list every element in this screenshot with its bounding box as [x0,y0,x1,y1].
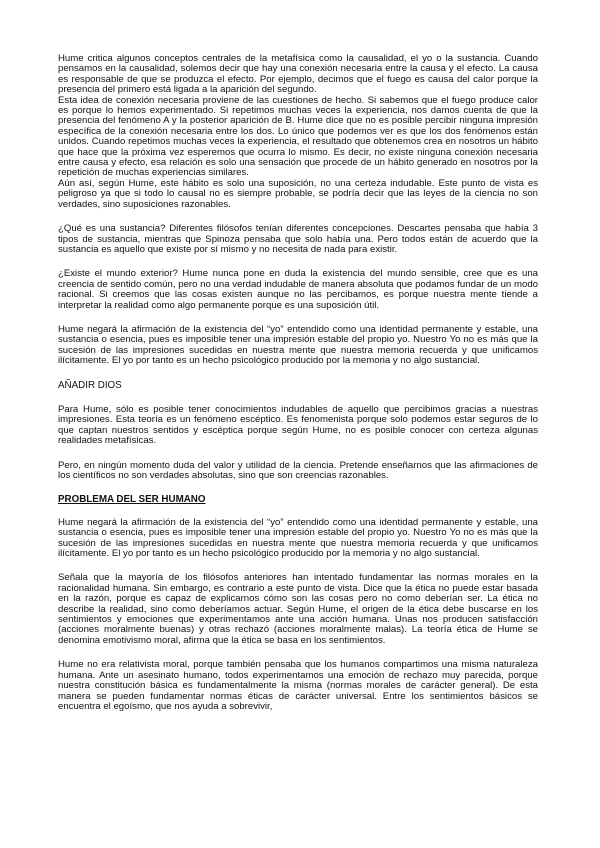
heading-problema-ser-humano: PROBLEMA DEL SER HUMANO [58,494,206,506]
paragraph-yo-1: Hume negará la afirmación de la existencia del “yo” entendido como una identidad permanente y estable, una sustancia o esencia, pues es imposible tener una impresión estable del propio yo. Nuestro Yo no es más que la sucesión de las impresiones sucedidas en nuestra mente que nuestra memoria recuerda y que unificamos ilícitamente. El yo por tanto es un hecho psicológico producido por la memoria y no algo sustancial. [58,323,538,367]
heading-anadir-dios: AÑADIR DIOS [58,379,122,391]
paragraph-conexion-necesaria: Esta idea de conexión necesaria proviene de las cuestiones de hecho. Si sabemos que el fuego produce calor es porque lo hemos experimentado. Si repetimos muchas veces la experiencia, nos damos cuenta de que la presencia del fenómeno A y la posterior aparición de B. Hume dice que no es posible percibir ninguna impresión específica de la conexión necesaria entre los dos. Lo único que podemos ver es que los dos fenómenos están unidos. Cuando repetimos muchas veces la experiencia, el resultado que obtenemos crea en nosotros un hábito que hace que la próxima vez esperemos que ocurra lo mismo. Es decir, no existe ninguna conexión necesaria entre causa y efecto, esa relación es solo una sensación que procede de un hábito generado en nosotros por la repetición de muchas experiencias similares. [58,94,538,179]
paragraph-mundo-exterior: ¿Existe el mundo exterior? Hume nunca pone en duda la existencia del mundo sensible, cree que es una creencia de sentido común, pero no una verdad indudable de manera absoluta que podamos fundar de un modo racional. Si creemos que las cosas existen aunque no las percibamos, es porque nuestra mente tiende a interpretar la realidad como algo permanente porque es una suposición útil. [58,268,538,311]
paragraph-sustancia: ¿Qué es una sustancia? Diferentes filósofos tenían diferentes concepciones. Descartes pensaba que había 3 tipos de sustancia, mientras que Spinoza pensaba que solo había una. Pero todos están de acuerdo que la sustancia es aquello que existe por sí mismo y no necesita de nada para existir. [58,223,538,255]
paragraph-causalidad-intro: Hume critica algunos conceptos centrales de la metafísica como la causalidad, el yo o la sustancia. Cuando pensamos en la causalidad, solemos decir que hay una conexión necesaria entre la causa y el efecto. La causa es responsable de que se produzca el efecto. Por ejemplo, decimos que el fuego es causa del calor porque la presencia del primero está ligada a la aparición del segundo. [58,53,538,96]
paragraph-fenomenismo: Para Hume, sólo es posible tener conocimientos indudables de aquello que percibimos gracias a nuestras impresiones. Esta teoría es un fenómeno escéptico. Es fenomenista porque solo podemos estar seguros de lo que captan nuestros sentidos y escéptica porque según Hume, no es posible conocer con certeza algunas realidades metafísicas. [58,403,538,447]
paragraph-relativismo: Hume no era relativista moral, porque también pensaba que los humanos compartimos una misma naturaleza humana. Ante un asesinato humano, todos experimentamos una emoción de rechazo muy parecida, porque nuestra constitución básica es fundamentalmente la misma (normas morales de carácter general). De esta manera se pueden fundamentar normas éticas de carácter universal. Entre los sentimientos básicos se encuentra el egoísmo, que nos ayuda a sobrevivir, [58,659,538,712]
paragraph-ciencia: Pero, en ningún momento duda del valor y utilidad de la ciencia. Pretende enseñarnos que las afirmaciones de los científicos no son verdades absolutas, sino que son creencias razonables. [58,459,538,481]
paragraph-yo-2: Hume negará la afirmación de la existencia del “yo” entendido como una identidad permanente y estable, una sustancia o esencia, pues es imposible tener una impresión estable del propio yo. Nuestro Yo no es más que la sucesión de las impresiones sucedidas en nuestra mente que nuestra memoria recuerda y que unificamos ilícitamente. El yo por tanto es un hecho psicológico producido por la memoria y no algo sustancial. [58,516,538,560]
paragraph-habito-suposicion: Aún así, según Hume, este hábito es solo una suposición, no una certeza indudable. Este punto de vista es peligroso ya que si todo lo causal no es siempre probable, se podría decir que las leyes de la ciencia no son verdades, sino suposiciones razonables. [58,177,538,210]
paragraph-etica: Señala que la mayoría de los filósofos anteriores han intentado fundamentar las normas morales en la racionalidad humana. Sin embargo, es contrario a este punto de vista. Dice que la ética no puede estar basada en la razón, porque es capaz de explicarnos cómo son las cosas pero no como deberían ser. La ética no describe la realidad, sino como deberíamos actuar. Según Hume, el origen de la ética debe buscarse en los sentimientos y emociones que experimentamos ante una acción humana. Unas nos producen satisfacción (acciones moralmente buenas) y otras rechazó (acciones moralmente malas). La teoría ética de Hume se denomina emotivismo moral, afirma que la ética se basa en los sentimientos. [58,572,538,646]
